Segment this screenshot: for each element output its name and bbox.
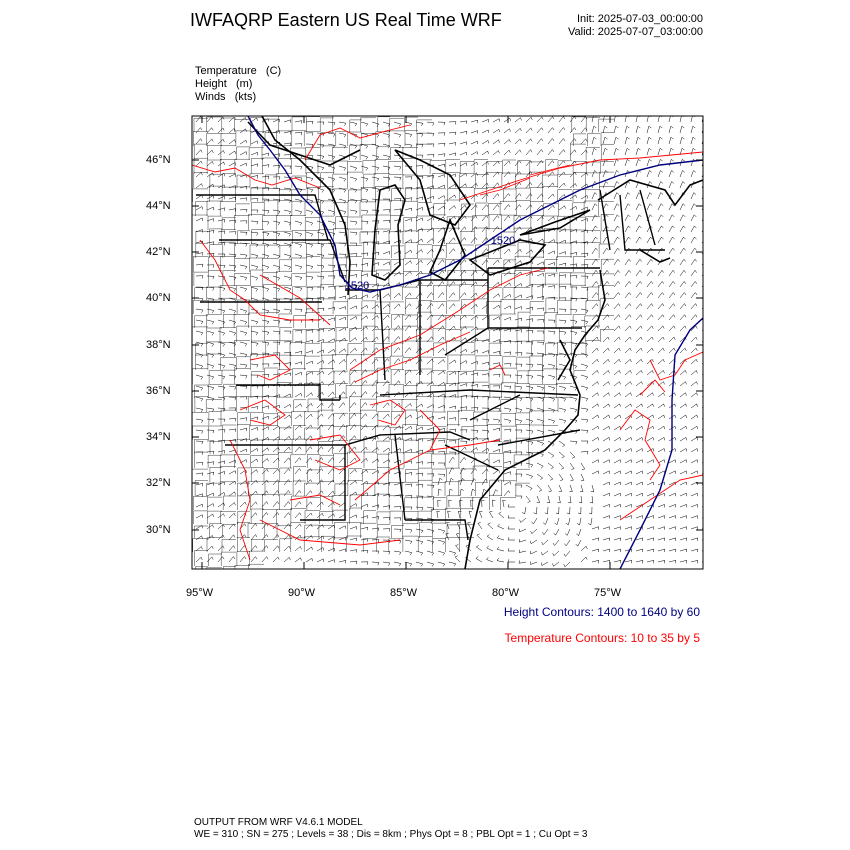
lat-label-46n: 46°N <box>146 154 171 166</box>
contour-label-1520-east: 1520 <box>490 235 516 247</box>
lat-label-32n: 32°N <box>146 477 171 489</box>
temperature-contour-legend: Temperature Contours: 10 to 35 by 5 <box>504 631 700 645</box>
lat-label-42n: 42°N <box>146 246 171 258</box>
model-version: OUTPUT FROM WRF V4.6.1 MODEL <box>194 817 363 828</box>
lat-label-38n: 38°N <box>146 339 171 351</box>
lat-label-30n: 30°N <box>146 524 171 536</box>
county-lines <box>192 116 614 580</box>
map-content <box>192 115 709 580</box>
init-time: Init: 2025-07-03_00:00:00 <box>577 13 703 25</box>
county-grid <box>192 116 614 580</box>
lon-label-75w: 75°W <box>594 587 622 599</box>
field-winds: Winds (kts) <box>195 91 257 103</box>
lon-label-85w: 85°W <box>390 587 418 599</box>
height-contour-legend: Height Contours: 1400 to 1640 by 60 <box>503 605 700 619</box>
field-height: Height (m) <box>195 78 253 90</box>
lat-label-40n: 40°N <box>146 292 171 304</box>
temperature-contours <box>192 125 703 560</box>
model-footer <box>194 817 587 841</box>
lat-label-34n: 34°N <box>146 431 171 443</box>
lon-label-95w: 95°W <box>186 587 214 599</box>
contour-label-1520-west: 1520 <box>344 280 370 292</box>
lat-label-44n: 44°N <box>146 200 171 212</box>
field-temperature: Temperature (C) <box>195 65 282 77</box>
plot-title: IWFAQRP Eastern US Real Time WRF <box>190 10 502 30</box>
lon-label-90w: 90°W <box>288 587 316 599</box>
model-config: WE = 310 ; SN = 275 ; Levels = 38 ; Dis = 8km ; Phys Opt = 8 ; PBL Opt = 1 ; Cu Opt = 3 <box>194 829 588 840</box>
valid-time: Valid: 2025-07-07_03:00:00 <box>568 26 703 38</box>
lat-label-36n: 36°N <box>146 385 171 397</box>
lon-label-80w: 80°W <box>492 587 520 599</box>
